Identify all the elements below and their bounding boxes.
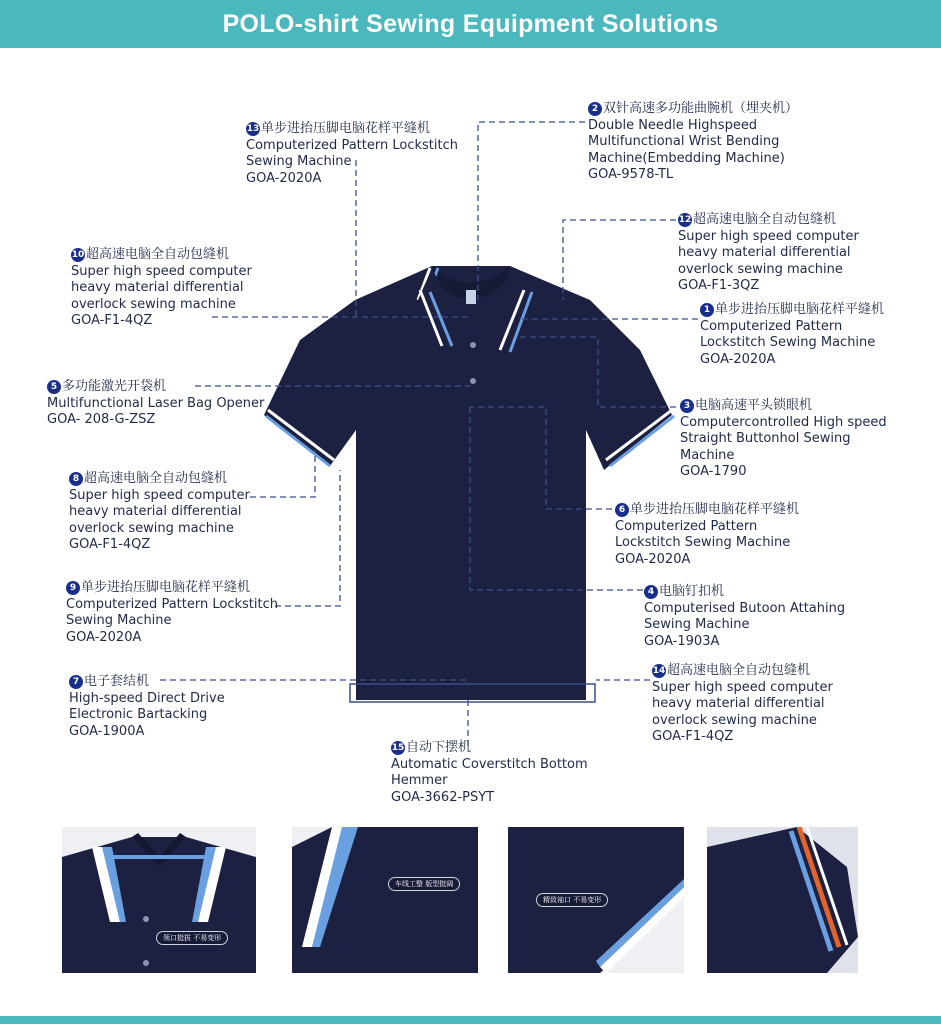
label-8: 8 超高速电脑全自动包缝机 Super high speed computer heavy material differential overlock sewing machine GOA-F1-4QZ <box>69 471 250 552</box>
badge-10: 10 <box>71 248 85 262</box>
badge-8: 8 <box>69 472 83 486</box>
detail-photo-collar <box>62 827 256 973</box>
badge-9: 9 <box>66 581 80 595</box>
badge-7: 7 <box>69 675 83 689</box>
photo-tag-shoulder: 车线工整 版型挺阔 <box>388 877 460 891</box>
label-5: 5 多功能激光开袋机 Multifunctional Laser Bag Opener GOA- 208-G-ZSZ <box>47 379 265 427</box>
badge-6: 6 <box>615 503 629 517</box>
badge-4: 4 <box>644 585 658 599</box>
label-3: 3 电脑高速平头锁眼机 Computercontrolled High speed Straight Buttonhol Sewing Machine GOA-1790 <box>680 398 887 479</box>
label-7: 7 电子套结机 High-speed Direct Drive Electronic Bartacking GOA-1900A <box>69 674 225 739</box>
page-title: POLO-shirt Sewing Equipment Solutions <box>222 9 719 38</box>
badge-1: 1 <box>700 303 714 317</box>
label-15: 15 自动下摆机 Automatic Coverstitch Bottom Hemmer GOA-3662-PSYT <box>391 740 588 805</box>
detail-photo-cuff <box>707 827 858 973</box>
detail-photo-sleeve <box>508 827 684 973</box>
label-13: 13 单步进抬压脚电脑花样平缝机 Computerized Pattern Lockstitch Sewing Machine GOA-2020A <box>246 121 458 186</box>
label-14: 14 超高速电脑全自动包缝机 Super high speed computer heavy material differential overlock sewing machine GOA-F1-4QZ <box>652 663 833 744</box>
label-4: 4 电脑钉扣机 Computerised Butoon Attahing Sewing Machine GOA-1903A <box>644 584 846 649</box>
badge-13: 13 <box>246 122 260 136</box>
photo-tag-collar: 领口挺拔 不易变形 <box>156 931 228 945</box>
label-6: 6 单步进抬压脚电脑花样平缝机 Computerized Pattern Lockstitch Sewing Machine GOA-2020A <box>615 502 800 567</box>
label-1: 1 单步进抬压脚电脑花样平缝机 Computerized Pattern Lockstitch Sewing Machine GOA-2020A <box>700 302 885 367</box>
badge-2: 2 <box>588 102 602 116</box>
footer-bar <box>0 1016 941 1024</box>
badge-5: 5 <box>47 380 61 394</box>
detail-photo-shoulder <box>292 827 478 973</box>
badge-14: 14 <box>652 664 666 678</box>
label-9: 9 单步进抬压脚电脑花样平缝机 Computerized Pattern Lockstitch Sewing Machine GOA-2020A <box>66 580 278 645</box>
collar-label-icon <box>466 290 476 304</box>
polo-shirt-illustration <box>264 266 674 702</box>
label-2: 2 双针高速多功能曲腕机（埋夹机） Double Needle Highspeed Multifunctional Wrist Bending Machine(Embedding Machine) GOA-9578-TL <box>588 101 799 182</box>
label-10: 10 超高速电脑全自动包缝机 Super high speed computer heavy material differential overlock sewing machine GOA-F1-4QZ <box>71 247 252 328</box>
label-12: 12 超高速电脑全自动包缝机 Super high speed computer heavy material differential overlock sewing machine GOA-F1-3QZ <box>678 212 859 293</box>
badge-15: 15 <box>391 741 405 755</box>
badge-3: 3 <box>680 399 694 413</box>
photo-tag-sleeve: 精致袖口 不易变形 <box>536 893 608 907</box>
badge-12: 12 <box>678 213 692 227</box>
